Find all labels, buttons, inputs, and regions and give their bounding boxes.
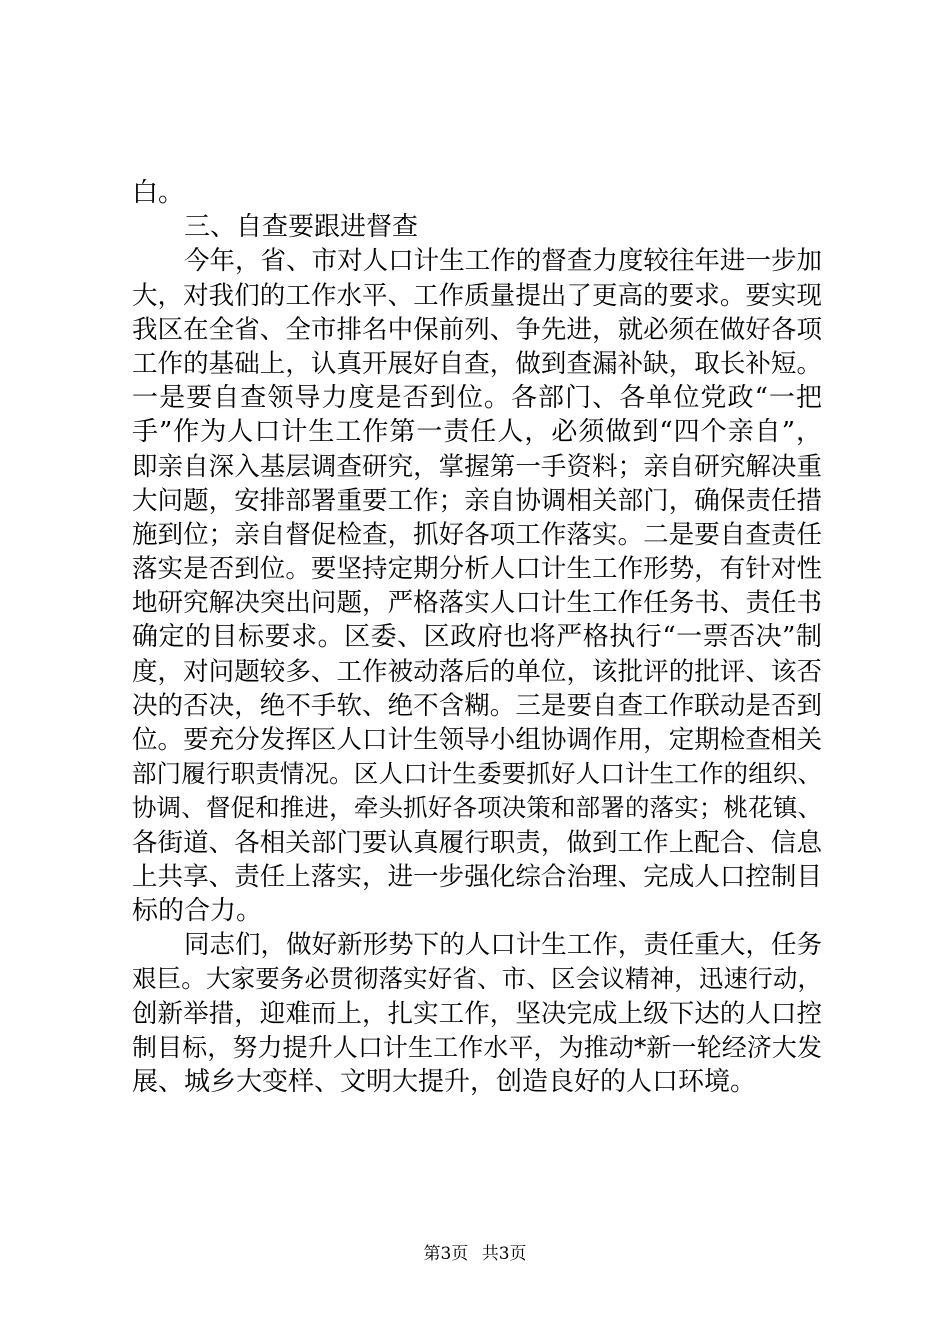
text-line: 标的合力。 xyxy=(132,895,263,926)
text-line: 工作的基础上，认真开展好自查，做到查漏补缺，取长补短。 xyxy=(132,348,822,379)
text-line: 大，对我们的工作水平、工作质量提出了更高的要求。要实现 xyxy=(132,280,822,311)
text-line: 决的否决，绝不手软、绝不含糊。三是要自查工作联动是否到 xyxy=(132,690,822,721)
text-line: 手”作为人口计生工作第一责任人，必须做到“四个亲自”， xyxy=(132,417,822,448)
text-line: 制目标，努力提升人口计生工作水平，为推动*新一轮经济大发 xyxy=(132,1032,822,1062)
text-line: 艰巨。大家要务必贯彻落实好省、市、区会议精神，迅速行动， xyxy=(132,964,822,994)
text-line: 位。要充分发挥区人口计生领导小组协调作用，定期检查相关 xyxy=(132,725,822,755)
text-line: 部门履行职责情况。区人口计生委要抓好人口计生工作的组织、 xyxy=(132,759,822,789)
text-line: 确定的目标要求。区委、区政府也将严格执行“一票否决”制 xyxy=(132,622,822,653)
text-line: 落实是否到位。要坚持定期分析人口计生工作形势，有针对性 xyxy=(132,554,822,585)
text-line: 今年，省、市对人口计生工作的督查力度较往年进一步加 xyxy=(184,246,822,277)
text-line: 展、城乡大变样、文明大提升，创造良好的人口环境。 xyxy=(132,1066,757,1097)
text-line: 一是要自查领导力度是否到位。各部门、各单位党政“一把 xyxy=(132,383,822,414)
text-line: 三、自查要跟进督查 xyxy=(184,212,419,243)
page-number: 第3页 xyxy=(423,1244,469,1264)
text-line: 各街道、各相关部门要认真履行职责，做到工作上配合、信息 xyxy=(132,827,822,858)
page-footer xyxy=(0,1242,950,1266)
page-total: 共3页 xyxy=(481,1244,527,1264)
text-line: 同志们，做好新形势下的人口计生工作，责任重大，任务 xyxy=(184,930,822,961)
text-line: 协调、督促和推进，牵头抓好各项决策和部署的落实；桃花镇、 xyxy=(132,793,822,823)
text-line: 度，对问题较多、工作被动落后的单位，该批评的批评、该否 xyxy=(132,656,822,687)
text-line: 白。 xyxy=(132,178,185,208)
text-line: 即亲自深入基层调查研究，掌握第一手资料；亲自研究解决重 xyxy=(132,451,822,482)
text-line: 施到位；亲自督促检查，抓好各项工作落实。二是要自查责任 xyxy=(132,519,822,550)
text-line: 大问题，安排部署重要工作；亲自协调相关部门，确保责任措 xyxy=(132,485,822,516)
text-line: 地研究解决突出问题，严格落实人口计生工作任务书、责任书 xyxy=(132,588,822,619)
text-line: 创新举措，迎难而上，扎实工作，坚决完成上级下达的人口控 xyxy=(132,998,822,1029)
document-body xyxy=(132,176,822,1099)
text-line: 上共享、责任上落实，进一步强化综合治理、完成人口控制目 xyxy=(132,861,822,892)
text-line: 我区在全省、全市排名中保前列、争先进，就必须在做好各项 xyxy=(132,314,822,345)
